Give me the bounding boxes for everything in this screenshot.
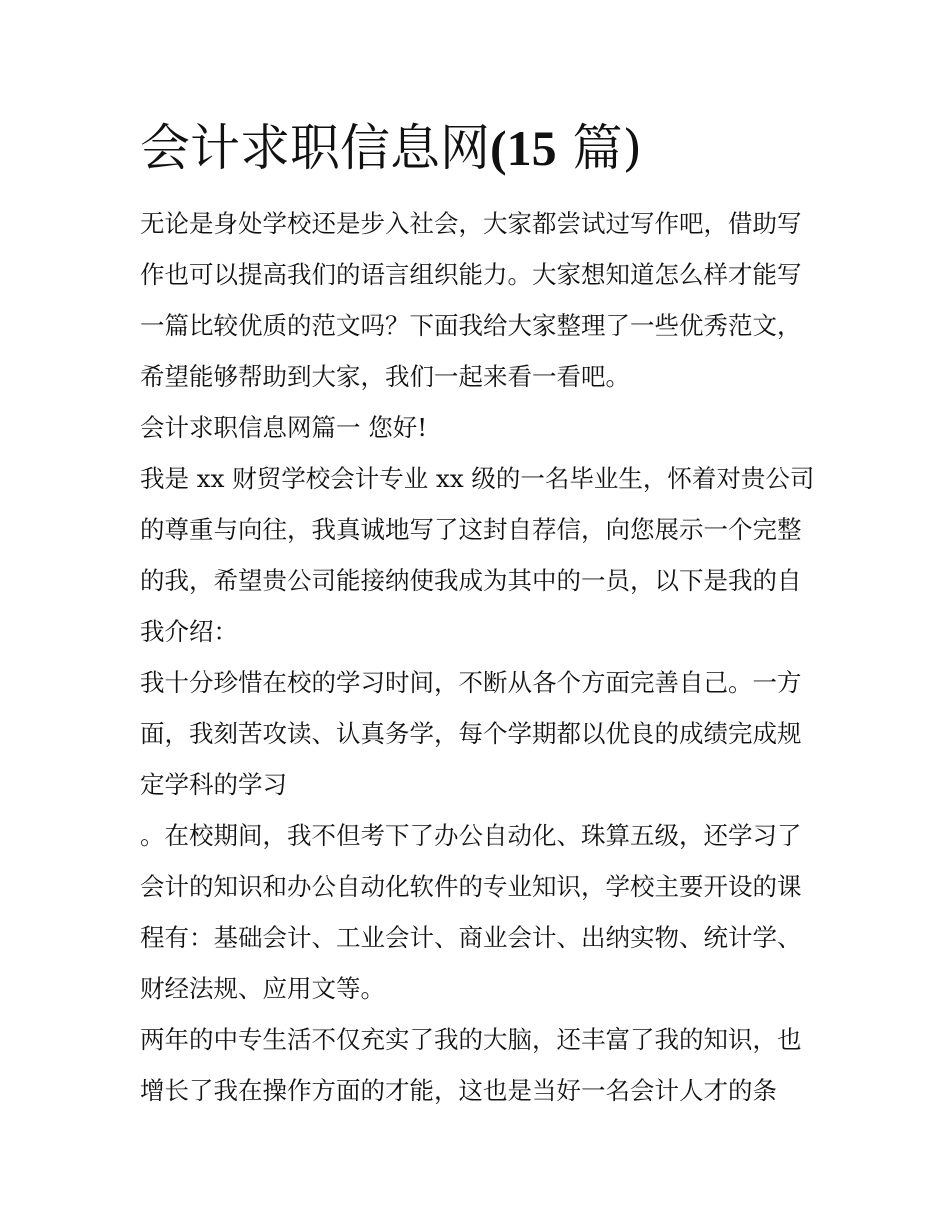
text-line: 我介绍： — [140, 617, 238, 646]
text-line: 会计的知识和办公自动化软件的专业知识，学校主要开设的课 — [140, 872, 802, 901]
document-body — [140, 198, 815, 1116]
text-line: 面，我刻苦攻读、认真务学，每个学期都以优良的成绩完成规 — [140, 719, 802, 748]
title-count: (15 — [490, 120, 557, 176]
title-suffix: 篇) — [556, 119, 643, 177]
text-line: 的我，希望贵公司能接纳使我成为其中的一员，以下是我的自 — [140, 566, 802, 595]
text-line: 财经法规、应用文等。 — [140, 974, 385, 1003]
text-line: 我十分珍惜在校的学习时间，不断从各个方面完善自己。一方 — [140, 668, 802, 697]
document-title — [140, 118, 830, 178]
text-line: 一篇比较优质的范文吗？下面我给大家整理了一些优秀范文， — [140, 311, 802, 340]
text-line: 作也可以提高我们的语言组织能力。大家想知道怎么样才能写 — [140, 260, 802, 289]
text-line: 无论是身处学校还是步入社会，大家都尝试过写作吧，借助写 — [140, 209, 802, 238]
section-heading: 会计求职信息网篇一 您好! — [140, 413, 428, 442]
text-line: 我是 xx 财贸学校会计专业 xx 级的一名毕业生，怀着对贵公司 — [140, 464, 815, 493]
text-line: 的尊重与向往，我真诚地写了这封自荐信，向您展示一个完整 — [140, 515, 802, 544]
text-line: 增长了我在操作方面的才能，这也是当好一名会计人才的条 — [140, 1076, 777, 1105]
text-line: 希望能够帮助到大家，我们一起来看一看吧。 — [140, 362, 630, 391]
text-line: 。在校期间，我不但考下了办公自动化、珠算五级，还学习了 — [140, 821, 802, 850]
text-line: 程有：基础会计、工业会计、商业会计、出纳实物、统计学、 — [140, 923, 802, 952]
text-line: 定学科的学习 — [140, 770, 287, 799]
text-line: 两年的中专生活不仅充实了我的大脑，还丰富了我的知识，也 — [140, 1025, 802, 1054]
title-chinese: 会计求职信息网 — [140, 119, 490, 177]
